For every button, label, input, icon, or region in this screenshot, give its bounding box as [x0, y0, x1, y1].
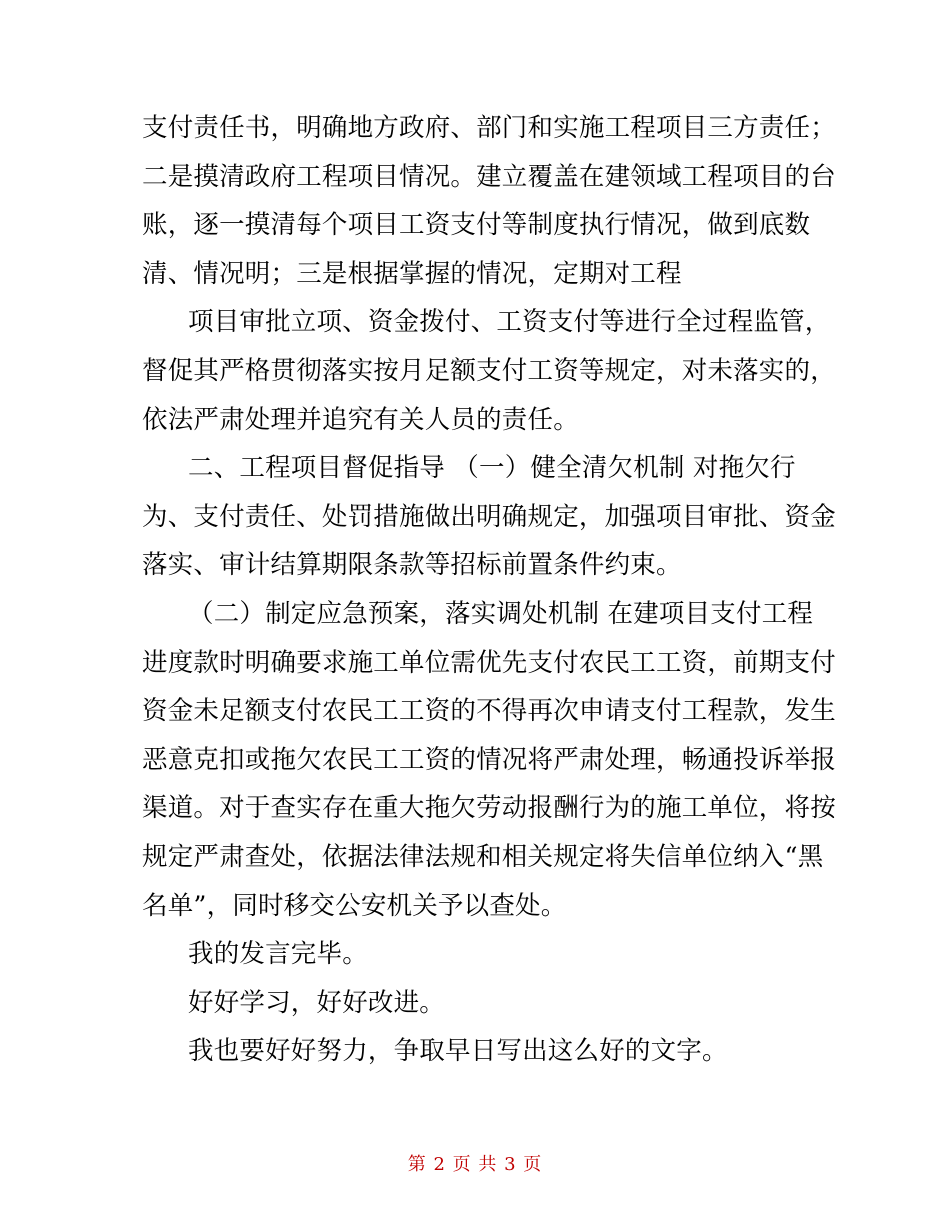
- document-body: [142, 104, 836, 1076]
- text-line: 二、工程项目督促指导 （一）健全清欠机制 对拖欠行: [188, 453, 796, 484]
- paragraph-3: [142, 444, 836, 590]
- text-line: 二是摸清政府工程项目情况。建立覆盖在建领域工程项目的台: [142, 161, 836, 192]
- text-line: 落实、审计结算期限条款等招标前置条件约束。: [142, 550, 682, 581]
- text-line: 账，逐一摸清每个项目工资支付等制度执行情况，做到底数: [142, 210, 811, 241]
- text-line: 项目审批立项、资金拨付、工资支付等进行全过程监管，: [188, 307, 831, 338]
- text-line: 依法严肃处理并追究有关人员的责任。: [142, 404, 579, 435]
- paragraph-4: [142, 590, 836, 930]
- text-line: 名单”，同时移交公安机关予以查处。: [142, 890, 567, 921]
- text-line: 渠道。对于查实存在重大拖欠劳动报酬行为的施工单位，将按: [142, 793, 836, 824]
- text-line: 清、情况明；三是根据掌握的情况，定期对工程: [142, 258, 682, 289]
- text-line: 为、支付责任、处罚措施做出明确规定，加强项目审批、资金: [142, 501, 836, 532]
- text-line: 规定严肃查处，依据法律法规和相关规定将失信单位纳入“黑: [142, 841, 824, 872]
- text-line: （二）制定应急预案，落实调处机制 在建项目支付工程: [188, 598, 814, 629]
- paragraph-2: [142, 298, 836, 444]
- paragraph-7: [142, 1027, 814, 1076]
- text-line: 好好学习，好好改进。: [188, 987, 446, 1018]
- paragraph-5: [142, 930, 814, 979]
- text-line: 资金未足额支付农民工工资的不得再次申请支付工程款，发生: [142, 696, 836, 727]
- text-line: 督促其严格贯彻落实按月足额支付工资等规定，对未落实的，: [142, 355, 836, 386]
- text-line: 进度款时明确要求施工单位需优先支付农民工工资，前期支付: [142, 647, 836, 678]
- text-line: 恶意克扣或拖欠农民工工资的情况将严肃处理，畅通投诉举报: [142, 744, 836, 775]
- text-line: 支付责任书，明确地方政府、部门和实施工程项目三方责任；: [142, 113, 836, 143]
- text-line: 我的发言完毕。: [188, 939, 368, 970]
- text-line: 我也要好好努力，争取早日写出这么好的文字。: [188, 1036, 728, 1067]
- page-number-footer: 第 2 页 共 3 页: [407, 1154, 543, 1175]
- paragraph-1: [142, 104, 836, 298]
- paragraph-6: [142, 979, 814, 1028]
